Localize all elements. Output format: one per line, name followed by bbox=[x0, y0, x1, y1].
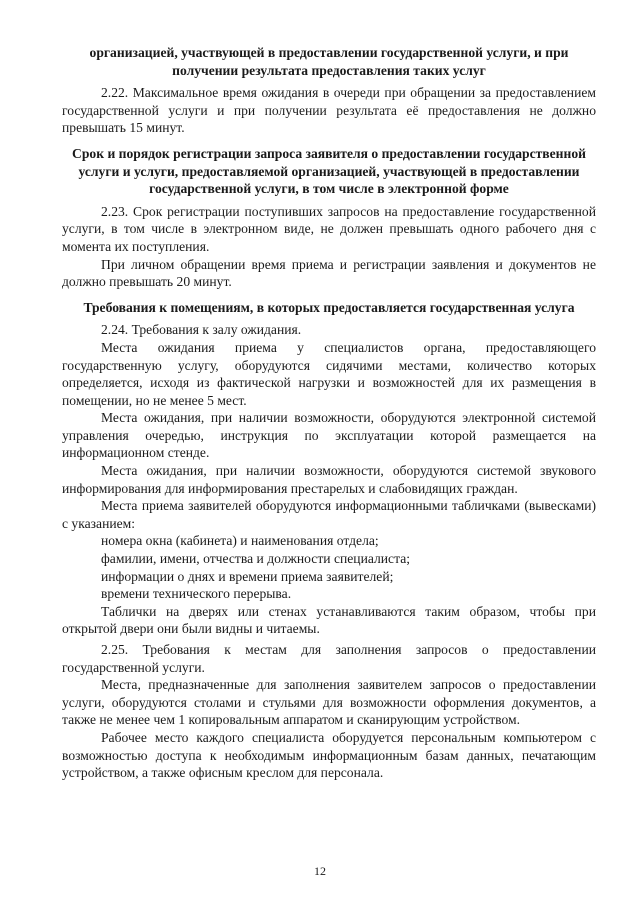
paragraph-2-24: 2.24. Требования к залу ожидания. bbox=[101, 322, 302, 338]
list-item: времени технического перерыва. bbox=[101, 586, 292, 602]
section-heading-premises: Требования к помещениям, в которых предоставляется государственная услуга bbox=[83, 299, 575, 315]
list-item: номера окна (кабинета) и наименования отдела; bbox=[101, 533, 379, 549]
list-item: информации о днях и времени приема заявителей; bbox=[101, 568, 394, 584]
section-heading-continued: организацией, участвующей в предоставлении государственной услуги, и при получении результата предоставления таких услуг bbox=[89, 45, 569, 78]
paragraph-2-24-signs: Места приема заявителей оборудуются информационными табличками (вывесками) с указанием: bbox=[62, 498, 596, 531]
paragraph-2-22: 2.22. Максимальное время ожидания в очереди при обращении за предоставлением государственной услуги и при получении результата её предоставления не должно превышать 15 минут. bbox=[62, 85, 596, 136]
paragraph-2-24-queue: Места ожидания, при наличии возможности, оборудуются электронной системой управления очередью, инструкция по эксплуатации которой размещается на информационном стенде. bbox=[62, 410, 596, 461]
paragraph-2-25: 2.25. Требования к местам для заполнения запросов о предоставлении государственной услуги. bbox=[62, 642, 596, 675]
paragraph-2-25-workplace: Рабочее место каждого специалиста оборудуется персональным компьютером с возможностью доступа к необходимым информационным базам данных, печатающим устройством, а также офисным креслом для персонала. bbox=[62, 729, 596, 781]
paragraph-2-24-sound: Места ожидания, при наличии возможности, оборудуются системой звукового информирования для информирования престарелых и слабовидящих граждан. bbox=[62, 463, 596, 496]
paragraph-2-23-personal: При личном обращении время приема и регистрации заявления и документов не должно превышать 20 минут. bbox=[62, 256, 596, 290]
document-page bbox=[62, 44, 596, 782]
paragraph-2-24-seats: Места ожидания приема у специалистов органа, предоставляющего государственную услугу, оборудуются сидячими местами, количество которых определяется, исходя из фактической нагрузки и возможностей для их размещения в помещении, но не менее 5 мест. bbox=[62, 339, 596, 408]
paragraph-2-25-places: Места, предназначенные для заполнения заявителем запросов о предоставлении услуги, оборудуются столами и стульями для возможности оформления документов, а также не менее чем 1 копировальным аппаратом и сканирующим устройством. bbox=[62, 677, 596, 728]
paragraph-2-23: 2.23. Срок регистрации поступивших запросов на предоставление государственной услуги, в том числе в электронном виде, не должен превышать одного рабочего дня с момента их поступления. bbox=[62, 203, 596, 254]
paragraph-2-24-doors: Таблички на дверях или стенах устанавливаются таким образом, чтобы при открытой двери они были видны и читаемы. bbox=[62, 603, 596, 637]
list-item: фамилии, имени, отчества и должности специалиста; bbox=[101, 551, 411, 567]
signs-list bbox=[62, 532, 596, 602]
page-number: 12 bbox=[314, 864, 326, 878]
section-heading-registration: Срок и порядок регистрации запроса заявителя о предоставлении государственной услуги и услуги, предоставляемой организацией, участвующей в предоставлении государственной услуги, в том числе в электронной форме bbox=[72, 145, 586, 197]
